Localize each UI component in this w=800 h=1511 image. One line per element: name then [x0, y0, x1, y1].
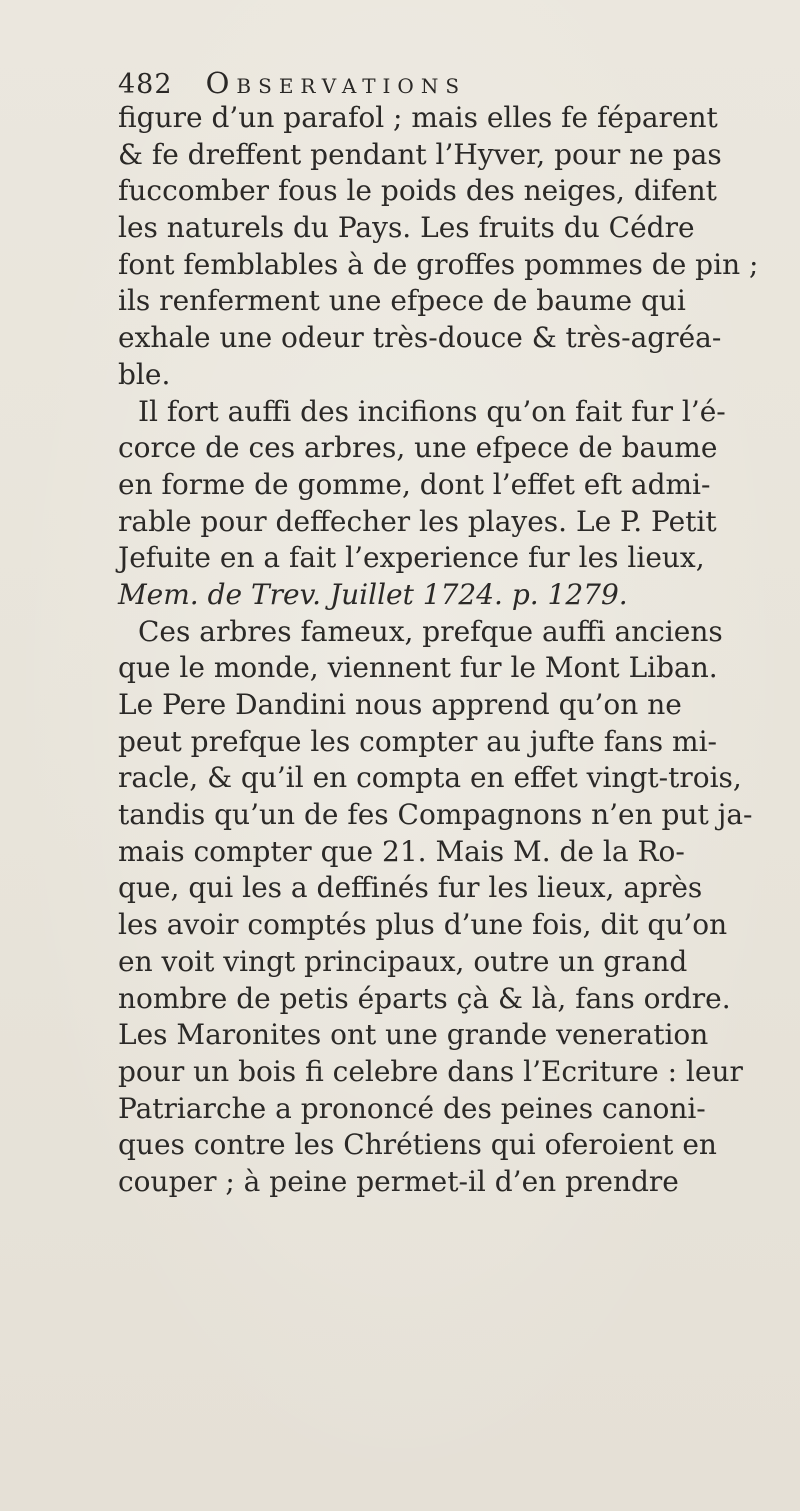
text-line: & fe dreffent pendant l’Hyver, pour ne pas — [118, 137, 722, 171]
text-line: exhale une odeur très-douce & très-agréa- — [118, 321, 722, 355]
text-line: ques contre les Chrétiens qui oferoient en — [118, 1128, 717, 1162]
text-line: que le monde, viennent fur le Mont Liban. — [118, 651, 718, 685]
paragraph-start-line: Il fort auffi des incifions qu’on fait fur l’é- — [138, 394, 726, 428]
text-line: les naturels du Pays. Les fruits du Cédre — [118, 211, 695, 245]
text-line: couper ; à peine permet-il d’en prendre — [118, 1164, 679, 1198]
paragraph-start-line: Ces arbres fameux, prefque auffi anciens — [138, 614, 723, 648]
text-line: que, qui les a deffinés fur les lieux, après — [118, 871, 703, 905]
text-line: pour un bois fi celebre dans l’Ecriture : leur — [118, 1054, 743, 1088]
text-line: ble. — [118, 357, 171, 391]
text-line: en voit vingt principaux, outre un grand — [118, 944, 688, 978]
text-line: mais compter que 21. Mais M. de la Ro- — [118, 834, 685, 868]
text-line: fuccomber fous le poids des neiges, difent — [118, 174, 717, 208]
text-line: corce de ces arbres, une efpece de baume — [118, 431, 718, 465]
text-line: rable pour deffecher les playes. Le P. Petit — [118, 504, 717, 538]
text-line: peut prefque les compter au jufte fans mi- — [118, 724, 718, 758]
text-line: Les Maronites ont une grande veneration — [118, 1018, 709, 1052]
text-line: les avoir comptés plus d’une fois, dit qu’on — [118, 908, 728, 942]
text-line: Le Pere Dandini nous apprend qu’on ne — [118, 688, 682, 721]
text-line: Jefuite en a fait l’experience fur les lieux, — [118, 541, 705, 575]
text-line: ils renferment une efpece de baume qui — [118, 284, 686, 318]
citation-line: Mem. de Trev. Juillet 1724. p. 1279. — [118, 577, 628, 611]
running-head: Observations — [205, 66, 467, 100]
text-line: nombre de petis éparts çà & là, fans ordre. — [118, 981, 731, 1015]
text-line: en forme de gomme, dont l’effet eft admi- — [118, 467, 711, 501]
page-number: 482 — [118, 69, 173, 100]
text-line: racle, & qu’il en compta en effet vingt-trois, — [118, 761, 742, 795]
text-line: tandis qu’un de fes Compagnons n’en put ja- — [118, 798, 753, 832]
text-line: figure d’un parafol ; mais elles fe féparent — [118, 101, 718, 134]
text-line: Patriarche a prononcé des peines canoni- — [118, 1091, 706, 1125]
text-line: font femblables à de groffes pommes de pin ; — [118, 247, 759, 281]
body-text — [118, 100, 798, 1201]
